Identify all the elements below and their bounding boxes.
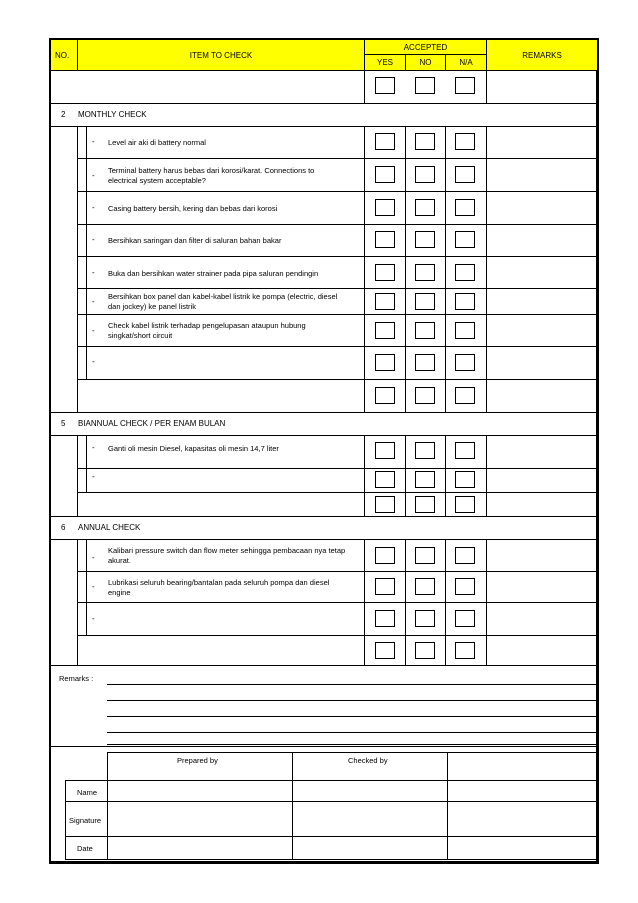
header-no — [51, 40, 77, 70]
header-yes-label: YES — [376, 58, 393, 67]
checkbox-yes[interactable] — [375, 264, 395, 281]
checkbox-no[interactable] — [415, 642, 435, 659]
remarks-label: Remarks : — [59, 674, 94, 683]
checkbox-na[interactable] — [455, 471, 475, 488]
checkbox-na[interactable] — [455, 354, 475, 371]
checked-by-date-field[interactable] — [293, 837, 446, 858]
checked-by-label: Checked by — [348, 756, 388, 765]
checkbox-yes[interactable] — [375, 547, 395, 564]
checkbox-na[interactable] — [455, 387, 475, 404]
item-annual-1-line1: Kalibari pressure switch dan flow meter sehingga pembacaan nya tetap — [108, 546, 346, 555]
checkbox-yes[interactable] — [375, 471, 395, 488]
checkbox-no[interactable] — [415, 293, 435, 310]
header-item-label: ITEM TO CHECK — [189, 50, 253, 60]
checkbox-yes[interactable] — [375, 322, 395, 339]
item-monthly-6-line2: dan jockey) ke panel listrik — [108, 302, 196, 311]
header-remarks — [487, 40, 597, 70]
header-accepted-label: ACCEPTED — [403, 42, 448, 52]
checkbox-no[interactable] — [415, 610, 435, 627]
item-monthly-6-line1: Bersihkan box panel dan kabel-kabel listrik ke pompa (electric, diesel — [108, 292, 338, 301]
checkbox-no[interactable] — [415, 77, 435, 94]
checkbox-na[interactable] — [455, 77, 475, 94]
prepared-by-label: Prepared by — [177, 756, 218, 765]
date-label: Date — [77, 844, 93, 853]
name-label: Name — [77, 788, 98, 797]
header-na-label: N/A — [459, 58, 473, 67]
checkbox-no[interactable] — [415, 547, 435, 564]
checkbox-yes[interactable] — [375, 199, 395, 216]
section-monthly-title: MONTHLY CHECK — [78, 110, 147, 119]
item-monthly-2-line1: Terminal battery harus bebas dari korosi/karat. Connections to — [108, 166, 315, 175]
checkbox-yes[interactable] — [375, 77, 395, 94]
checkbox-no[interactable] — [415, 354, 435, 371]
checkbox-no[interactable] — [415, 264, 435, 281]
checkbox-no[interactable] — [415, 199, 435, 216]
checkbox-yes[interactable] — [375, 166, 395, 183]
header-na — [446, 55, 486, 70]
header-item — [78, 40, 364, 70]
item-biannual-1: Ganti oli mesin Diesel, kapasitas oli mesin 14,7 liter — [108, 444, 279, 453]
item-dash: - — [92, 357, 95, 366]
section-biannual-number: 5 — [61, 419, 66, 428]
item-monthly-7-line2: singkat/short circuit — [108, 331, 173, 340]
checkbox-no[interactable] — [415, 471, 435, 488]
remarks-line[interactable] — [107, 684, 597, 685]
item-dash: - — [92, 171, 95, 180]
signature-label: Signature — [69, 816, 102, 825]
checkbox-na[interactable] — [455, 199, 475, 216]
checkbox-yes[interactable] — [375, 610, 395, 627]
section-monthly-number: 2 — [61, 110, 66, 119]
checkbox-na[interactable] — [455, 610, 475, 627]
checkbox-na[interactable] — [455, 578, 475, 595]
remarks-line[interactable] — [107, 700, 597, 701]
item-annual-2-line1: Lubrikasi seluruh bearing/bantalan pada seluruh pompa dan diesel — [108, 578, 330, 587]
header-remarks-label: REMARKS — [522, 50, 562, 60]
checkbox-na[interactable] — [455, 322, 475, 339]
checkbox-yes[interactable] — [375, 642, 395, 659]
remarks-line[interactable] — [107, 744, 597, 745]
item-dash: - — [92, 268, 95, 277]
checkbox-yes[interactable] — [375, 496, 395, 513]
section-annual-number: 6 — [61, 523, 66, 532]
checkbox-no[interactable] — [415, 442, 435, 459]
header-yes — [365, 55, 405, 70]
checkbox-yes[interactable] — [375, 387, 395, 404]
item-dash: - — [92, 614, 95, 623]
item-monthly-1: Level air aki di battery normal — [108, 138, 206, 147]
checkbox-na[interactable] — [455, 442, 475, 459]
checkbox-no[interactable] — [415, 578, 435, 595]
checkbox-na[interactable] — [455, 264, 475, 281]
item-dash: - — [92, 203, 95, 212]
checkbox-yes[interactable] — [375, 354, 395, 371]
header-accepted — [365, 40, 486, 54]
checkbox-yes[interactable] — [375, 293, 395, 310]
section-annual-title: ANNUAL CHECK — [78, 523, 141, 532]
remarks-line[interactable] — [107, 716, 597, 717]
checkbox-na[interactable] — [455, 133, 475, 150]
checkbox-yes[interactable] — [375, 578, 395, 595]
checkbox-na[interactable] — [455, 293, 475, 310]
prepared-by-signature-field[interactable] — [108, 802, 291, 835]
remarks-line[interactable] — [107, 732, 597, 733]
header-no-col — [406, 55, 445, 70]
prepared-by-name-field[interactable] — [108, 781, 291, 800]
item-dash: - — [92, 582, 95, 591]
checkbox-na[interactable] — [455, 166, 475, 183]
prepared-by-date-field[interactable] — [108, 837, 291, 858]
item-annual-2-line2: engine — [108, 588, 131, 597]
item-monthly-4: Bersihkan saringan dan filter di saluran bahan bakar — [108, 236, 282, 245]
item-monthly-3: Casing battery bersih, kering dan bebas dari korosi — [108, 204, 278, 213]
checkbox-no[interactable] — [415, 496, 435, 513]
item-dash: - — [92, 137, 95, 146]
checkbox-no[interactable] — [415, 166, 435, 183]
checked-by-signature-field[interactable] — [293, 802, 446, 835]
header-no-label: NO. — [55, 50, 70, 60]
checkbox-no[interactable] — [415, 231, 435, 248]
item-monthly-2-line2: electrical system acceptable? — [108, 176, 206, 185]
item-dash: - — [92, 235, 95, 244]
checkbox-na[interactable] — [455, 547, 475, 564]
checkbox-na[interactable] — [455, 231, 475, 248]
checkbox-no[interactable] — [415, 133, 435, 150]
section-biannual-title: BIANNUAL CHECK / PER ENAM BULAN — [78, 419, 226, 428]
item-monthly-7-line1: Check kabel listrik terhadap pengelupasan ataupun hubung — [108, 321, 306, 330]
item-dash: - — [92, 553, 95, 562]
item-dash: - — [92, 472, 95, 481]
checkbox-yes[interactable] — [375, 133, 395, 150]
checklist-form — [49, 38, 599, 864]
checkbox-no[interactable] — [415, 322, 435, 339]
item-dash: - — [92, 326, 95, 335]
checkbox-yes[interactable] — [375, 231, 395, 248]
signoff-table — [65, 752, 598, 860]
checkbox-na[interactable] — [455, 496, 475, 513]
item-monthly-5: Buka dan bersihkan water strainer pada pipa saluran pendingin — [108, 269, 319, 278]
checkbox-yes[interactable] — [375, 442, 395, 459]
item-dash: - — [92, 443, 95, 452]
checkbox-na[interactable] — [455, 642, 475, 659]
item-annual-1-line2: akurat. — [108, 556, 131, 565]
checked-by-name-field[interactable] — [293, 781, 446, 800]
checkbox-no[interactable] — [415, 387, 435, 404]
header-no-col-label: NO — [419, 58, 432, 67]
item-dash: - — [92, 297, 95, 306]
